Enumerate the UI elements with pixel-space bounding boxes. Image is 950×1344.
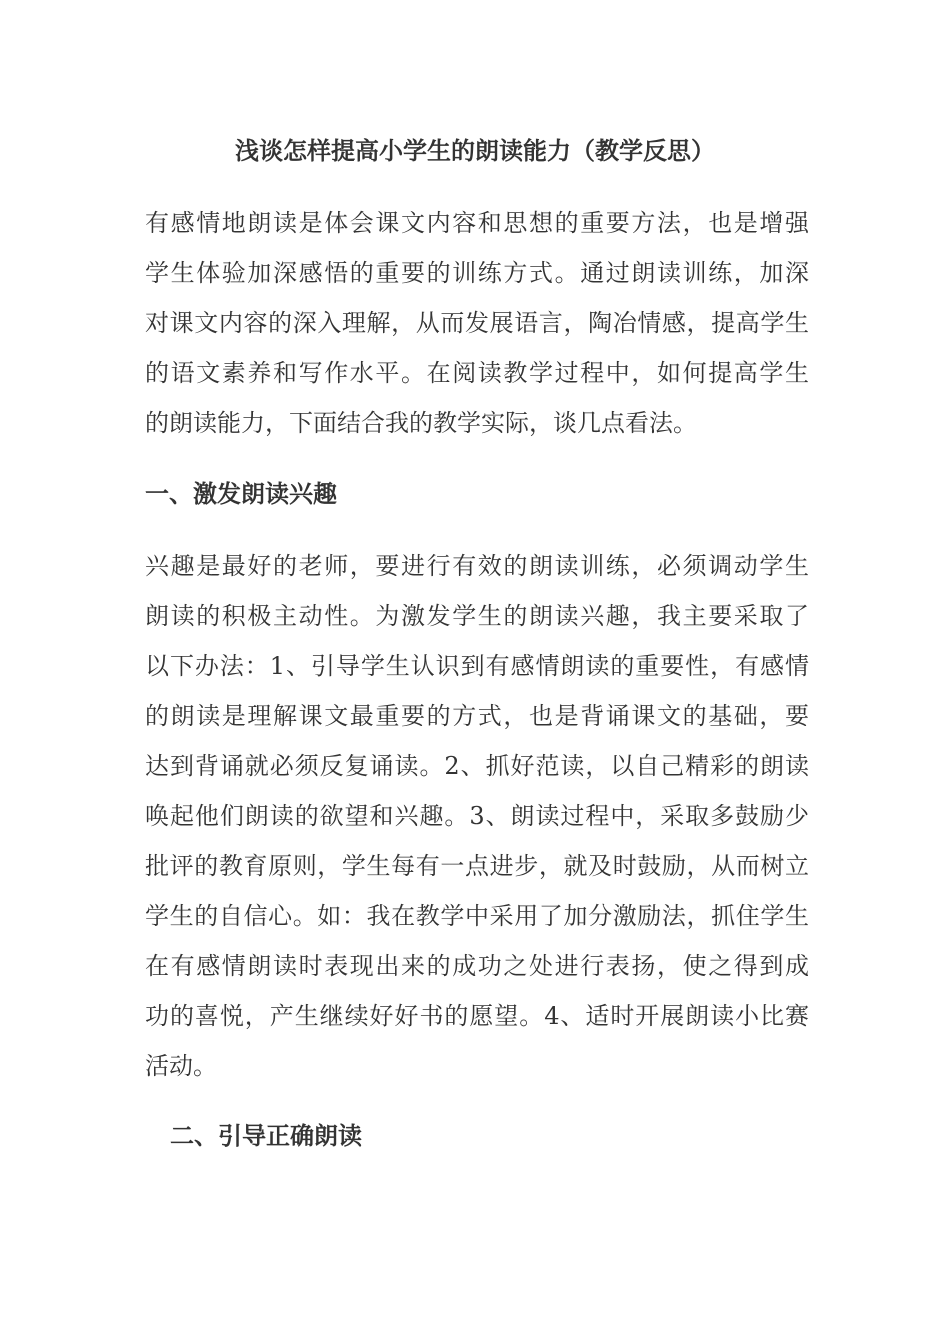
section1-paragraph [145, 541, 809, 1091]
paragraph-line: 有感情地朗读是体会课文内容和思想的重要方法，也是增强 [145, 209, 809, 237]
paragraph-line: 的朗读能力，下面结合我的教学实际，谈几点看法。 [145, 409, 697, 437]
paragraph-line: 达到背诵就必须反复诵读。2、抓好范读，以自己精彩的朗读 [145, 752, 809, 780]
paragraph-line: 的朗读是理解课文最重要的方式，也是背诵课文的基础，要 [145, 702, 809, 730]
paragraph-line: 唤起他们朗读的欲望和兴趣。3、朗读过程中，采取多鼓励少 [145, 802, 809, 830]
paragraph-line: 对课文内容的深入理解，从而发展语言，陶冶情感，提高学生 [145, 309, 809, 337]
section-heading-1: 一、激发朗读兴趣 [145, 479, 337, 508]
paragraph-line: 批评的教育原则，学生每有一点进步，就及时鼓励，从而树立 [145, 852, 809, 880]
paragraph-line: 的语文素养和写作水平。在阅读教学过程中，如何提高学生 [145, 359, 809, 387]
intro-paragraph [145, 198, 809, 448]
paragraph-line: 朗读的积极主动性。为激发学生的朗读兴趣，我主要采取了 [145, 602, 809, 630]
paragraph-line: 以下办法：1、引导学生认识到有感情朗读的重要性，有感情 [145, 652, 809, 680]
paragraph-line: 学生体验加深感悟的重要的训练方式。通过朗读训练，加深 [145, 259, 809, 287]
section-heading-2: 二、引导正确朗读 [170, 1121, 362, 1150]
document-title: 浅谈怎样提高小学生的朗读能力（教学反思） [235, 136, 715, 165]
paragraph-line: 功的喜悦，产生继续好好书的愿望。4、适时开展朗读小比赛 [145, 1002, 809, 1030]
paragraph-line: 学生的自信心。如：我在教学中采用了加分激励法，抓住学生 [145, 902, 809, 930]
paragraph-line: 活动。 [145, 1052, 217, 1080]
paragraph-line: 在有感情朗读时表现出来的成功之处进行表扬，使之得到成 [145, 952, 809, 980]
paragraph-line: 兴趣是最好的老师，要进行有效的朗读训练，必须调动学生 [145, 552, 809, 580]
